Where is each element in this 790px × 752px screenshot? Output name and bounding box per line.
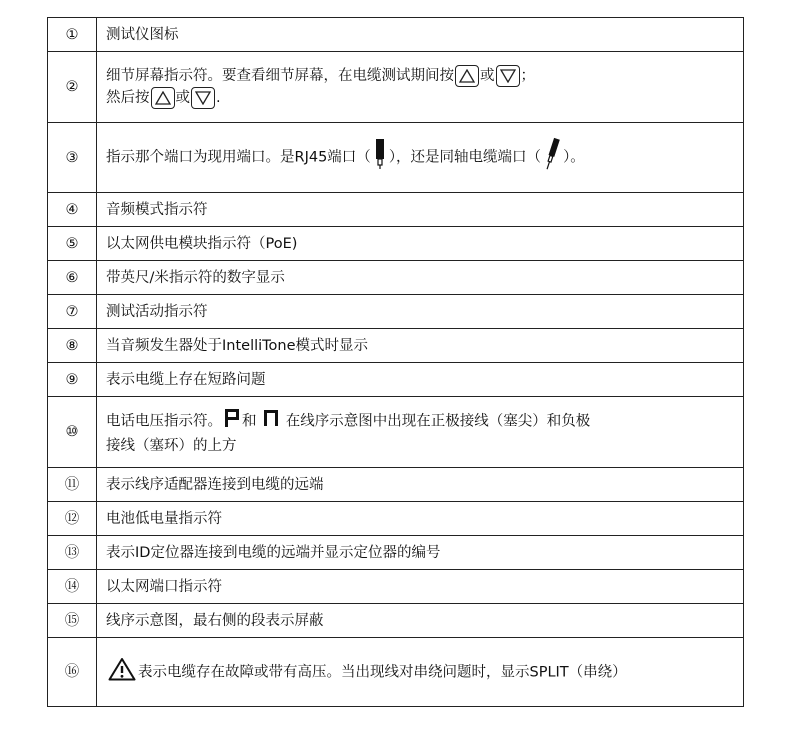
row-description: 线序示意图，最右侧的段表示屏蔽	[97, 604, 744, 638]
row-number: ⑮	[48, 604, 97, 638]
down-triangle-key-icon	[496, 65, 520, 87]
table-row	[48, 261, 744, 295]
table-row	[48, 123, 744, 193]
row-text: 和	[242, 413, 257, 429]
table-row	[48, 397, 744, 468]
row-number: ⑦	[48, 295, 97, 329]
row-text: 或	[480, 68, 495, 84]
row-text: ；	[520, 68, 535, 84]
table-row	[48, 329, 744, 363]
row-description: 表示线序适配器连接到电缆的远端	[97, 468, 744, 502]
tip-polarity-icon	[224, 408, 240, 435]
row-text: 接线（塞环）的上方	[106, 437, 237, 454]
table-row	[48, 604, 744, 638]
row-description: 当音频发生器处于IntelliTone模式时显示	[97, 329, 744, 363]
row-text: 或	[175, 90, 190, 106]
legend-table	[47, 17, 744, 707]
table-row	[48, 468, 744, 502]
rj45-connector-icon	[373, 138, 387, 177]
row-description: 以太网端口指示符	[97, 570, 744, 604]
row-description: 表示ID定位器连接到电缆的远端并显示定位器的编号	[97, 536, 744, 570]
row-number: ⑧	[48, 329, 97, 363]
row-number: ①	[48, 18, 97, 52]
row-text: 电话电压指示符。	[106, 413, 222, 429]
row-text: 表示电缆存在故障或带有高压。当出现线对串绕问题时，显示SPLIT（串绕）	[138, 664, 627, 680]
row-text: ），还是同轴电缆端口（	[388, 149, 542, 166]
row-description: 测试活动指示符	[97, 295, 744, 329]
coax-connector-icon	[543, 137, 561, 178]
row-text: 然后按	[106, 90, 150, 106]
row-number: ②	[48, 52, 97, 123]
row-text: 指示那个端口为现用端口。是RJ45端口（	[106, 149, 371, 166]
row-number: ⑩	[48, 397, 97, 468]
table-row	[48, 363, 744, 397]
row-number: ④	[48, 193, 97, 227]
row-description	[97, 52, 744, 123]
row-number: ⑯	[48, 638, 97, 707]
down-triangle-key-icon	[191, 87, 215, 109]
row-number: ③	[48, 123, 97, 193]
warning-triangle-icon	[108, 657, 136, 688]
row-text: 细节屏幕指示符。要查看细节屏幕，在电缆测试期间按	[106, 68, 454, 84]
row-description: 音频模式指示符	[97, 193, 744, 227]
table-row	[48, 536, 744, 570]
table-row	[48, 295, 744, 329]
table-row	[48, 227, 744, 261]
row-number: ⑤	[48, 227, 97, 261]
row-description	[97, 397, 744, 468]
ring-polarity-icon	[263, 409, 279, 434]
row-number: ⑬	[48, 536, 97, 570]
up-triangle-key-icon	[455, 65, 479, 87]
row-text: .	[216, 90, 221, 106]
table-row	[48, 638, 744, 707]
row-description	[97, 638, 744, 707]
row-number: ⑭	[48, 570, 97, 604]
table-row	[48, 193, 744, 227]
row-description: 以太网供电模块指示符（PoE)	[97, 227, 744, 261]
row-number: ⑪	[48, 468, 97, 502]
table-row	[48, 52, 744, 123]
row-description: 电池低电量指示符	[97, 502, 744, 536]
row-description: 带英尺/米指示符的数字显示	[97, 261, 744, 295]
row-number: ⑥	[48, 261, 97, 295]
row-number: ⑨	[48, 363, 97, 397]
up-triangle-key-icon	[151, 87, 175, 109]
table-row	[48, 570, 744, 604]
table-row	[48, 18, 744, 52]
row-text: 在线序示意图中出现在正极接线（塞尖）和负极	[285, 413, 591, 429]
row-description	[97, 123, 744, 193]
row-description: 测试仪图标	[97, 18, 744, 52]
table-row	[48, 502, 744, 536]
row-text: ）。	[563, 149, 585, 166]
row-description: 表示电缆上存在短路问题	[97, 363, 744, 397]
row-number: ⑫	[48, 502, 97, 536]
